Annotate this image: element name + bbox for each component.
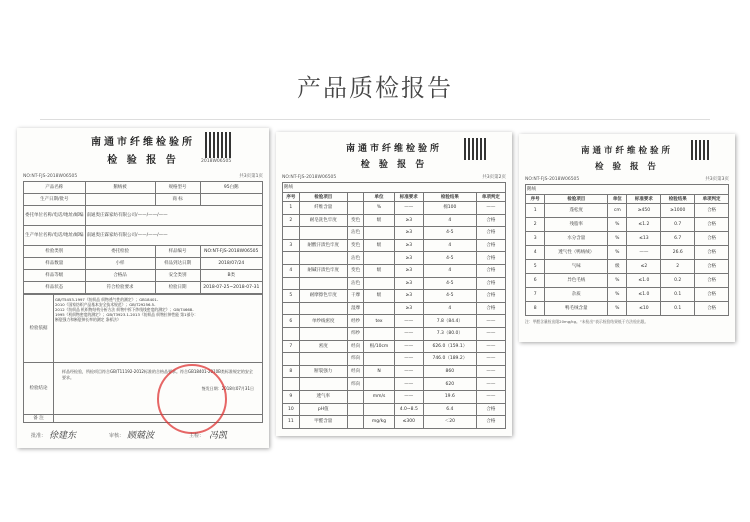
table-cell: 合格 — [695, 232, 729, 246]
report-code: NO:NT-FJS-2018W06505 — [23, 174, 78, 179]
table-cell: tex — [364, 315, 394, 328]
table-cell: 合格 — [476, 239, 505, 252]
table-cell: ≥3 — [394, 252, 423, 265]
table-cell: ≤300 — [394, 416, 423, 429]
table-cell: 级 — [364, 264, 394, 277]
table-cell: ≤10 — [627, 302, 661, 316]
table-cell: 1 — [526, 204, 545, 218]
table-cell: 7 — [283, 340, 300, 353]
table-cell — [364, 227, 394, 240]
test-results-table — [282, 182, 506, 429]
table-cell: 甲醛含量 — [299, 416, 347, 429]
table-cell: 8 — [283, 365, 300, 378]
table-cell: 纬纱 — [347, 327, 364, 340]
table-cell: ≤1.0 — [627, 274, 661, 288]
table-cell: 纬向 — [347, 353, 364, 366]
table-row — [24, 246, 263, 258]
table-cell: 合格 — [476, 264, 505, 277]
table-cell: 蓬松度 — [545, 204, 608, 218]
table-cell: 6 — [283, 315, 300, 328]
row-value: 合格品 — [85, 270, 155, 282]
table-cell — [364, 327, 394, 340]
sign-label-inspector: 主检： — [189, 433, 205, 439]
table-cell: —— — [476, 378, 505, 391]
table-cell: ≥450 — [627, 204, 661, 218]
row-label: 商 标 — [155, 194, 200, 206]
table-cell: —— — [476, 365, 505, 378]
table-row — [526, 218, 729, 232]
page-indicator: 共3页第1页 — [239, 174, 263, 179]
remark-value — [54, 415, 263, 423]
table-cell: 6.7 — [661, 232, 695, 246]
basis-line: 断裂强力和断裂伸长率的测定 条样法》 — [55, 317, 121, 322]
table-cell: 合格 — [476, 227, 505, 240]
table-cell: 耐皂洗色牢度 — [299, 214, 347, 227]
table-cell: ＜20 — [424, 416, 477, 429]
table-cell: ≤13 — [627, 232, 661, 246]
table-cell: 耐碱汗渍色牢度 — [299, 264, 347, 277]
table-cell: 残脂率 — [545, 218, 608, 232]
table-cell: —— — [476, 315, 505, 328]
title-divider — [40, 119, 710, 120]
table-row — [283, 239, 506, 252]
table-cell: % — [608, 218, 627, 232]
report-org: 南通市纤维检验所 — [345, 144, 442, 154]
table-cell: 沾色 — [347, 227, 364, 240]
row-value: 95白鹅 — [200, 182, 262, 194]
report-org: 南通市纤维检验所 — [580, 146, 673, 156]
table-cell: 3 — [283, 239, 300, 252]
table-cell: ≥3 — [394, 214, 423, 227]
table-cell: —— — [476, 353, 505, 366]
row-label: 生产单位名称/电话/地址/邮编 — [24, 226, 86, 246]
table-cell: 级 — [364, 290, 394, 303]
table-cell: 5 — [283, 290, 300, 303]
table-cell: 1 — [283, 202, 300, 215]
basis-label: 检验依据 — [24, 295, 54, 363]
table-cell: 合格 — [476, 214, 505, 227]
table-row — [283, 202, 506, 215]
table-row — [283, 365, 506, 378]
table-row — [283, 315, 506, 328]
table-cell: 4 — [424, 214, 477, 227]
table-row — [24, 282, 263, 294]
table-row — [283, 353, 506, 366]
table-cell: 9 — [283, 390, 300, 403]
table-cell: 断裂强力 — [299, 365, 347, 378]
report-number: 2018W06505 — [201, 159, 232, 164]
table-cell — [283, 302, 300, 315]
table-cell: 4-5 — [424, 290, 477, 303]
table-cell: 级 — [608, 260, 627, 274]
basis-table — [23, 294, 263, 423]
report-page-3[interactable] — [519, 134, 735, 342]
table-cell: 4.0~8.5 — [394, 403, 423, 416]
table-cell — [299, 277, 347, 290]
table-row — [24, 258, 263, 270]
qr-code-icon — [464, 138, 486, 160]
column-header: 检验项目 — [299, 193, 347, 202]
table-cell — [364, 403, 394, 416]
table-cell: 5 — [526, 260, 545, 274]
table-cell: —— — [394, 365, 423, 378]
table-row — [24, 226, 263, 246]
section-label: 鹅绒 — [526, 185, 729, 195]
table-cell: 6 — [526, 274, 545, 288]
table-cell: 密度 — [299, 340, 347, 353]
table-cell: 合格 — [695, 302, 729, 316]
table-row — [283, 390, 506, 403]
table-cell: 湿摩 — [347, 302, 364, 315]
row-value: 鹅绒被 — [85, 182, 155, 194]
table-cell: 经向 — [347, 365, 364, 378]
table-cell: —— — [394, 315, 423, 328]
row-value: 南通奥庄霖家纺有限公司/——/——/—— — [85, 226, 262, 246]
table-cell: % — [608, 246, 627, 260]
table-cell: 棉100 — [424, 202, 477, 215]
table-row — [24, 194, 263, 206]
row-label: 检验日期 — [155, 282, 200, 294]
table-cell: 7.8（84.4） — [424, 315, 477, 328]
table-cell — [364, 302, 394, 315]
sign-label-approve: 批准： — [31, 433, 47, 439]
column-header: 单位 — [364, 193, 394, 202]
table-row — [24, 270, 263, 282]
report-title: 检 验 报 告 — [595, 162, 659, 172]
signature-approve: 徐建东 — [49, 431, 77, 441]
report-title: 检 验 报 告 — [107, 155, 179, 166]
table-cell: 纤维含量 — [299, 202, 347, 215]
table-row — [526, 232, 729, 246]
table-cell: 4 — [424, 302, 477, 315]
table-row — [283, 340, 506, 353]
row-label: 委托单位名称/电话/地址/邮编 — [24, 206, 86, 226]
table-cell: 透气率 — [299, 390, 347, 403]
table-cell: 0.7 — [661, 218, 695, 232]
row-label: 安全类别 — [155, 270, 200, 282]
basis-line: 1995《机织物密度的测定》；GB/T3923.1-2013《纺织品 织物拉伸性能 第1部分： — [55, 312, 198, 317]
table-cell: 合格 — [476, 252, 505, 265]
table-cell: 合格 — [695, 204, 729, 218]
qr-code-icon — [205, 132, 231, 158]
report-page-1[interactable] — [17, 128, 269, 448]
basis-line: GB/T5453-1997《纺织品 织物透气性的测定》；GB18401- — [55, 297, 159, 302]
sign-label-review: 审核： — [109, 433, 125, 439]
table-cell — [299, 227, 347, 240]
table-row — [526, 204, 729, 218]
table-cell: 级 — [364, 239, 394, 252]
table-cell: 沾色 — [347, 277, 364, 290]
table-row — [526, 302, 729, 316]
table-cell: 860 — [424, 365, 477, 378]
table-cell — [347, 416, 364, 429]
table-cell: 杂质 — [545, 288, 608, 302]
table-cell: 变色 — [347, 214, 364, 227]
table-cell: —— — [394, 378, 423, 391]
column-header: 检验结果 — [661, 195, 695, 204]
page-title: 产品质检报告 — [297, 74, 453, 102]
report-title: 检 验 报 告 — [360, 160, 428, 170]
basis-text — [54, 295, 263, 363]
table-cell: 合格 — [695, 274, 729, 288]
column-header: 单项判定 — [695, 195, 729, 204]
conclusion-label: 检验结论 — [24, 363, 54, 415]
table-cell: —— — [476, 327, 505, 340]
table-cell: 4 — [424, 264, 477, 277]
table-cell: % — [608, 274, 627, 288]
row-value: 南通奥庄霖家纺有限公司/——/——/—— — [85, 206, 262, 226]
table-cell: ≤2 — [627, 260, 661, 274]
table-cell: 2 — [661, 260, 695, 274]
table-cell: 26.6 — [661, 246, 695, 260]
table-cell — [283, 252, 300, 265]
table-cell: —— — [394, 390, 423, 403]
footnote: 注：甲醛含量检出限20mg/kg。“未检出”表示检验结果低于方法检出限。 — [525, 319, 649, 324]
table-row — [283, 227, 506, 240]
table-cell: 0.2 — [661, 274, 695, 288]
official-seal — [157, 364, 227, 434]
table-cell: —— — [476, 202, 505, 215]
table-cell: % — [608, 288, 627, 302]
table-cell: mm/s — [364, 390, 394, 403]
conclusion-text: 样品经检验，所检项目符合GB/T11192-2012标准的合格品要求。符合GB18401-2010B类标准规定的安全要求。 — [62, 369, 253, 380]
table-cell: 级 — [364, 214, 394, 227]
table-cell: —— — [394, 340, 423, 353]
table-cell: 7.3（80.0） — [424, 327, 477, 340]
table-cell — [364, 378, 394, 391]
table-cell: ≥3 — [394, 277, 423, 290]
table-cell: ≥3 — [394, 302, 423, 315]
row-value — [85, 194, 155, 206]
column-header: 标准要求 — [627, 195, 661, 204]
table-cell — [299, 252, 347, 265]
table-cell: 6.4 — [424, 403, 477, 416]
table-cell: N — [364, 365, 394, 378]
column-header: 序号 — [283, 193, 300, 202]
conclusion-sign-date: 签发日期：2018年07月31日 — [201, 385, 254, 391]
table-cell: 合格 — [476, 290, 505, 303]
row-label: 样品数量 — [24, 258, 86, 270]
table-cell: 经向 — [347, 340, 364, 353]
table-cell: 单纱线密度 — [299, 315, 347, 328]
table-cell: 2 — [283, 214, 300, 227]
table-cell: 746.0（189.2） — [424, 353, 477, 366]
row-value: 委托检验 — [85, 246, 155, 258]
table-row — [526, 274, 729, 288]
table-cell — [283, 277, 300, 290]
row-value: 2018-07-25~2018-07-31 — [200, 282, 262, 294]
table-row — [283, 290, 506, 303]
table-row — [283, 378, 506, 391]
table-cell: 4 — [424, 239, 477, 252]
table-cell: 变色 — [347, 264, 364, 277]
row-label: 样品等级 — [24, 270, 86, 282]
table-cell: 626.0（159.1） — [424, 340, 477, 353]
table-cell: 气味 — [545, 260, 608, 274]
table-cell — [283, 378, 300, 391]
table-row — [24, 182, 263, 194]
column-header: 标准要求 — [394, 193, 423, 202]
table-cell: 经纱 — [347, 315, 364, 328]
signature-inspector: 冯凯 — [209, 431, 228, 441]
table-cell: 合格 — [695, 288, 729, 302]
table-row — [283, 327, 506, 340]
table-cell: 合格 — [695, 260, 729, 274]
table-cell: —— — [394, 202, 423, 215]
table-cell: 纬向 — [347, 378, 364, 391]
row-value: B类 — [200, 270, 262, 282]
table-cell: 10 — [283, 403, 300, 416]
row-label: 生产日期/批号 — [24, 194, 86, 206]
table-cell: —— — [476, 340, 505, 353]
table-cell: 4-5 — [424, 227, 477, 240]
table-cell: % — [364, 202, 394, 215]
table-cell: 耐摩擦色牢度 — [299, 290, 347, 303]
column-header: 单项判定 — [476, 193, 505, 202]
row-label: 检验类别 — [24, 246, 86, 258]
table-row — [283, 252, 506, 265]
table-cell: —— — [394, 327, 423, 340]
table-cell — [364, 252, 394, 265]
report-code: NO:NT-FJS-2018W06505 — [525, 177, 580, 182]
table-cell: 干摩 — [347, 290, 364, 303]
table-cell — [364, 277, 394, 290]
table-cell: 4 — [283, 264, 300, 277]
table-row — [24, 206, 263, 226]
table-cell: 0.1 — [661, 302, 695, 316]
row-label: 规格型号 — [155, 182, 200, 194]
table-cell — [299, 327, 347, 340]
report-org: 南通市纤维检验所 — [91, 137, 195, 148]
table-cell: 合格 — [476, 302, 505, 315]
row-label: 产品名称 — [24, 182, 86, 194]
column-header: 序号 — [526, 195, 545, 204]
table-cell — [299, 378, 347, 391]
table-cell: —— — [476, 390, 505, 403]
table-row — [283, 264, 506, 277]
table-cell: 4 — [526, 246, 545, 260]
table-cell: 沾色 — [347, 252, 364, 265]
table-cell: ≥3 — [394, 290, 423, 303]
remark-label: 备 注 — [24, 415, 54, 423]
row-value: 小样 — [85, 258, 155, 270]
table-cell: 4-5 — [424, 277, 477, 290]
table-cell: ≤1.2 — [627, 218, 661, 232]
table-cell: mg/kg — [364, 416, 394, 429]
report-code: NO:NT-FJS-2018W06505 — [282, 175, 337, 180]
table-cell: ≥3 — [394, 264, 423, 277]
table-cell: ≥3 — [394, 227, 423, 240]
column-header: 单位 — [608, 195, 627, 204]
table-cell: 合格 — [476, 416, 505, 429]
table-cell — [299, 302, 347, 315]
table-cell: 变色 — [347, 239, 364, 252]
table-cell: 19.6 — [424, 390, 477, 403]
table-cell: ≥1000 — [661, 204, 695, 218]
down-test-table — [525, 184, 729, 316]
page-indicator: 共3页第3页 — [705, 177, 729, 182]
table-cell — [283, 327, 300, 340]
table-cell: 3 — [526, 232, 545, 246]
table-cell: 根/10cm — [364, 340, 394, 353]
table-cell: 合格 — [476, 277, 505, 290]
report-page-2[interactable] — [276, 132, 512, 436]
table-cell — [347, 202, 364, 215]
table-cell: 合格 — [695, 218, 729, 232]
qr-code-icon — [691, 140, 711, 160]
table-cell: 2 — [526, 218, 545, 232]
table-row — [526, 260, 729, 274]
table-cell: 4-5 — [424, 252, 477, 265]
page-indicator: 共3页第2页 — [482, 175, 506, 180]
basis-line: 2012《纺织品 机织物结构分析方法 织物中拆下纱线线密度的测定》；GB/T4668- — [55, 307, 194, 312]
table-cell: 鸭毛绒含量 — [545, 302, 608, 316]
table-cell: 透气性（鸭绒绒） — [545, 246, 608, 260]
table-cell: ≥3 — [394, 239, 423, 252]
table-cell: 8 — [526, 302, 545, 316]
info-table — [23, 181, 263, 294]
table-cell: % — [608, 302, 627, 316]
column-header — [347, 193, 364, 202]
table-cell: % — [608, 232, 627, 246]
signature-review: 顾兢波 — [127, 431, 155, 441]
table-cell: pH值 — [299, 403, 347, 416]
row-value: 2018/07/24 — [200, 258, 262, 270]
table-cell: 耐酸汗渍色牢度 — [299, 239, 347, 252]
table-cell: —— — [627, 246, 661, 260]
row-label: 样品编号 — [155, 246, 200, 258]
section-label: 鹅绒 — [283, 183, 506, 193]
row-label: 样品状态 — [24, 282, 86, 294]
table-cell: 620 — [424, 378, 477, 391]
table-row — [283, 416, 506, 429]
table-cell: 合格 — [476, 403, 505, 416]
table-row — [283, 277, 506, 290]
table-cell: 异色毛绒 — [545, 274, 608, 288]
table-cell: 0.1 — [661, 288, 695, 302]
table-row — [283, 214, 506, 227]
table-cell: 11 — [283, 416, 300, 429]
row-value: 符合检验要求 — [85, 282, 155, 294]
table-row — [283, 403, 506, 416]
table-cell: ≤1.0 — [627, 288, 661, 302]
table-row — [526, 246, 729, 260]
row-value — [200, 194, 262, 206]
table-cell: 合格 — [695, 246, 729, 260]
table-cell — [299, 353, 347, 366]
row-label: 样品到达日期 — [155, 258, 200, 270]
basis-line: 2010《国家纺织产品基本安全技术规范》；GB/T29256.5- — [55, 302, 156, 307]
table-cell — [364, 353, 394, 366]
table-cell: cm — [608, 204, 627, 218]
column-header: 检验结果 — [424, 193, 477, 202]
table-cell: 7 — [526, 288, 545, 302]
table-cell — [347, 403, 364, 416]
table-row — [283, 302, 506, 315]
table-cell — [347, 390, 364, 403]
table-cell: —— — [394, 353, 423, 366]
table-cell — [283, 227, 300, 240]
row-value: NO:NT-FJS-2018W06505 — [200, 246, 262, 258]
table-cell — [283, 353, 300, 366]
table-cell: 水分含量 — [545, 232, 608, 246]
column-header: 检验项目 — [545, 195, 608, 204]
table-row — [526, 288, 729, 302]
